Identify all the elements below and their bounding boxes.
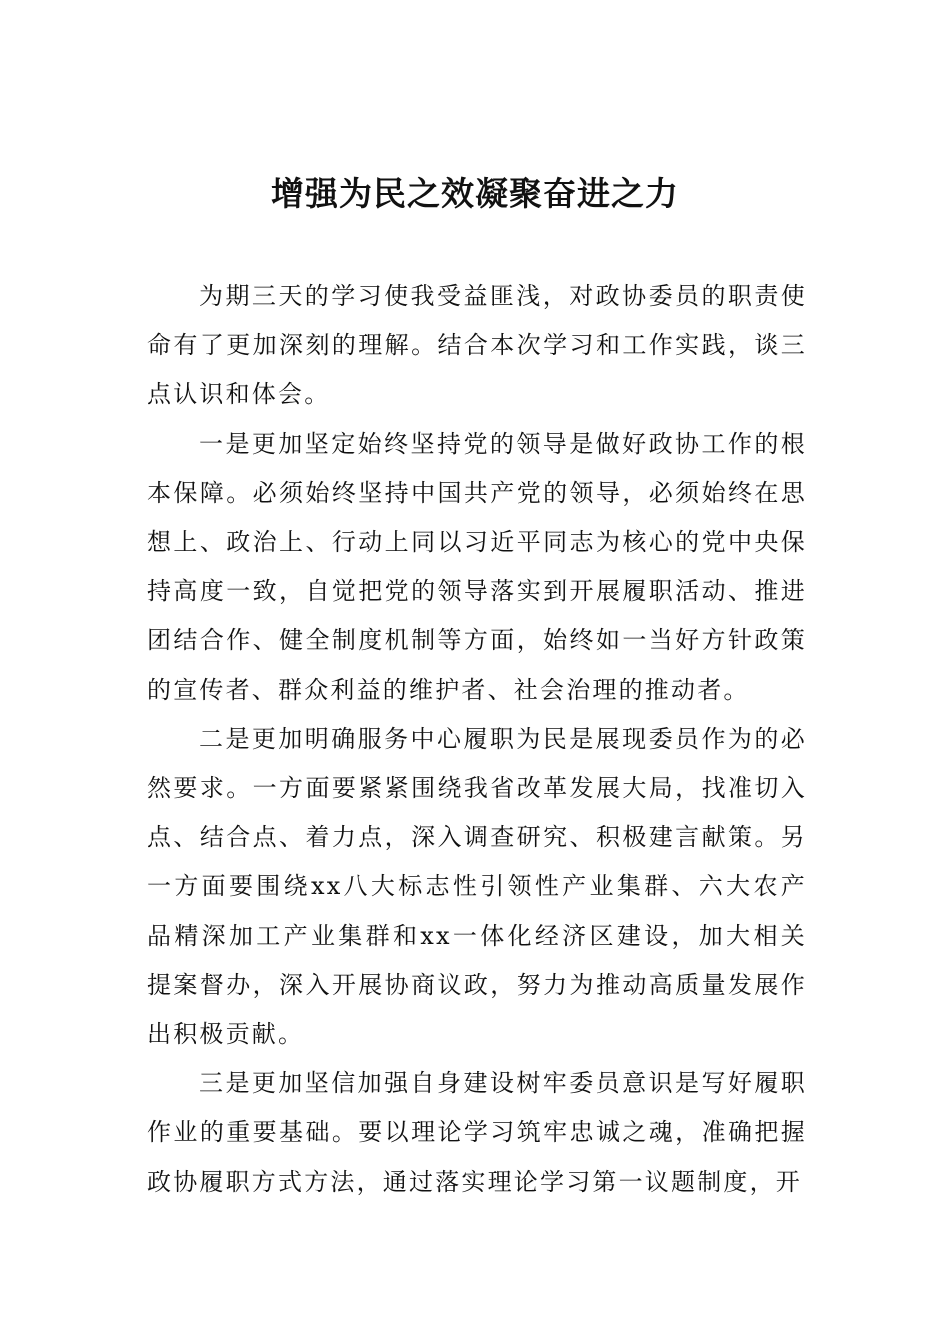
paragraph-point-two: 二是更加明确服务中心履职为民是展现委员作为的必然要求。一方面要紧紧围绕我省改革发展大局，找准切入点、结合点、着力点，深入调查研究、积极建言献策。另一方面要围绕xx八大标志性引领性产业集群、六大农产品精深加工产业集群和xx一体化经济区建设，加大相关提案督办，深入开展协商议政，努力为推动高质量发展作出积极贡献。: [147, 724, 807, 1049]
document-body: [147, 272, 807, 1207]
paragraph-point-one: 一是更加坚定始终坚持党的领导是做好政协工作的根本保障。必须始终坚持中国共产党的领导，必须始终在思想上、政治上、行动上同以习近平同志为核心的党中央保持高度一致，自觉把党的领导落实到开展履职活动、推进团结合作、健全制度机制等方面，始终如一当好方针政策的宣传者、群众利益的维护者、社会治理的推动者。: [147, 429, 807, 704]
paragraph-intro: 为期三天的学习使我受益匪浅，对政协委员的职责使命有了更加深刻的理解。结合本次学习和工作实践，谈三点认识和体会。: [147, 282, 807, 409]
document-title: 增强为民之效凝聚奋进之力: [271, 174, 679, 213]
paragraph-point-three: 三是更加坚信加强自身建设树牢委员意识是写好履职作业的重要基础。要以理论学习筑牢忠诚之魂，准确把握政协履职方式方法，通过落实理论学习第一议题制度，开: [147, 1069, 807, 1196]
